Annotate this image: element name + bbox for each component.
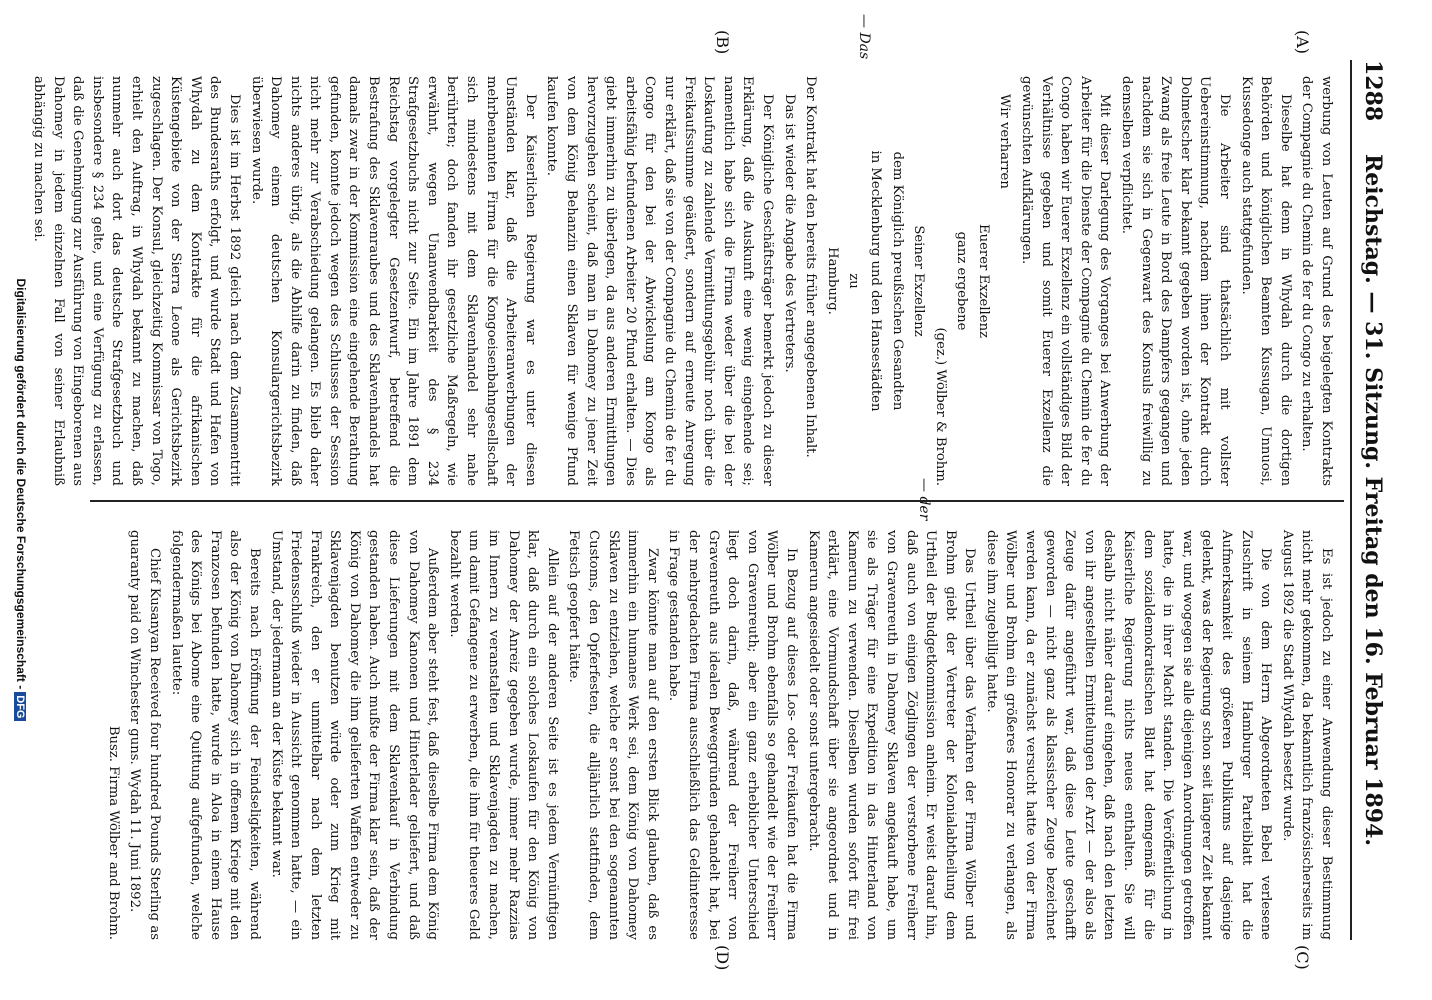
margin-letter-b: (B) [713, 30, 732, 55]
paragraph: dem Königlich preußischen Gesandten [889, 151, 905, 411]
paragraph: Hamburg. [824, 247, 840, 315]
digitization-footer [14, 0, 28, 1000]
paragraph: werbung von Leuten auf Grund des beigelegten Kontrakts der Compagnie du Chemin de fer du Congo zu erhalten. [1299, 76, 1334, 486]
paragraph: Wir verharren [997, 94, 1013, 189]
paragraph: Das Urtheil über das Verfahren der Firma Wölber und Brohm giebt der Vertreter der Kolonialabtheilung dem Urtheil der Budgetkommission anheim. Er weist darauf hin, daß auch von einigen Zöglingen der verstorbene Freiherr von Gravenreuth in Dahomey Sklaven angekauft habe, um sie als Träger für eine Expedition in das Hinterland von Kamerun zu verwenden. Dieselben wurden sofort für frei erklärt, eine Vormundschaft über sie angeordnet und in Kamerun angesiedelt oder sonst untergebracht. [805, 530, 978, 940]
paragraph: Seiner Exzellenz [911, 225, 927, 337]
paragraph: Euerer Exzellenz [975, 223, 991, 339]
margin-letter-d: (D) [713, 945, 732, 971]
paragraph: Der Kontrakt hat den bereits früher angegebenen Inhalt. [803, 76, 819, 458]
dfg-badge: DFG [14, 692, 26, 721]
footer-text: Digitalisierung gefördert durch die Deutsche Forschungsgemeinschaft - [14, 278, 28, 690]
paragraph: Es ist jedoch zu einer Anwendung dieser Bestimmung nicht mehr gekommen, da bekanntlich französischerseits im August 1892 die Stadt Whydah besetzt wurde. [1279, 530, 1334, 940]
paragraph: Die von dem Herrn Abgeordneten Bebel verlesene Zuschrift in seinem Hamburger Parteiblatt hat die Aufmerksamkeit des größeren Publikums auf dasjenige gelenkt, was der Regierung schon seit längerer Zeit bekannt war, und wogegen sie alle diejenigen Anordnungen getroffen hatte, die in ihrer Macht standen. Die Veröffentlichung in dem sozialdemokratischen Blatt hat demgemäß für die Kaiserliche Regierung nichts neues enthalten. Sie will deshalb nicht näher darauf eingehen, daß nach den letzten von ihr angestellten Ermittelungen der Arzt — der also als Zeuge dafür angeführt war, daß diese Leute geschafft geworden — nicht ganz als klassischer Zeuge bezeichnet werden kann, da er zunächst versucht hatte von der Firma Wölber und Brohm ein größeres Honorar zu verlangen, als diese ihm zugebilligt hatte. [983, 530, 1274, 940]
paragraph: In Bezug auf dieses Los- oder Freikaufen hat die Firma Wölber und Brohm ebenfalls so gehandelt wie der Freiherr von Gravenreuth; aber ein ganz erheblicher Unterschied liegt doch darin, daß, während der Freiherr von Gravenreuth aus idealen Beweggründen gehandelt hat, bei der mehrgedachten Firma ausschließlich das Geldinteresse in Frage gestanden habe. [666, 530, 799, 940]
right-column [101, 530, 1336, 940]
margin-letter-a: (A) [1293, 30, 1312, 55]
paragraph: Außerdem aber steht fest, daß dieselbe Firma dem König von Dahomey Kanonen und Hinterlader geliefert, und daß diese Lieferungen mit dem Sklavenkauf in Verbindung gestanden haben. Auch mußte der Firma klar sein, daß der König von Dahomey die ihm gelieferten Waffen entweder zu Sklavenjagden benutzen würde oder zum Krieg mit Frankreich, den er unmittelbar nach dem letzten Friedensschluß wieder in Aussicht genommen hatte, — ein Umstand, der jedermann an der Küste bekannt war. [268, 530, 441, 940]
paragraph: Allein auf der anderen Seite ist es jedem Vernünftigen klar, daß durch ein solches Loskaufen für den König von Dahomey der Anreiz gegeben wurde, immer mehr Razzias im Innern zu veranstalten und Sklavenjagden zu machen, um damit Gefangene zu erwerben, die ihm für theueres Geld bezahlt werden. [446, 530, 560, 940]
margin-label-das: — Das [856, 14, 872, 60]
paragraph: Der Kaiserlichen Regierung war es unter diesen Umständen klar, daß die Arbeiteranwerbungen der mehrbenannten Firma für die Kongoeisenbahngesellschaft sich mindestens mit dem Sklavenhandel sehr nahe berührten; doch fanden ihr gesetzliche Maßregeln, wie erwähnt, wegen Unanwendbarkeit des § 234 Strafgesetzbuchs nicht zur Seite. Ein im Jahre 1891 dem Reichstag vorgelegter Gesetzentwurf, betreffend die Bestrafung des Sklavenraubes und des Sklavenhandels hat damals zwar in der Kommission eine eingehende Berathung gefunden, konnte jedoch wegen des Schlusses der Session nicht mehr zur Verabschiedung gelangen. Es blieb daher nichts anderes übrig, als die Abhilfe darin zu finden, daß Dahomey einem deutschen Konsulargerichtsbezirk überwiesen wurde. [248, 76, 538, 486]
paragraph: Chief Kusanyan Received four hundred Pounds Sterling as guaranty paid on Winchester guns. Wydah 11. Juni 1892. [127, 530, 162, 940]
paragraph: Dies ist im Herbst 1892 gleich nach dem Zusammentritt des Bundesraths erfolgt, und wurde Stadt und Hafen von Whydah zu dem Kontrakte für die afrikanischen Küstengebiete von der Sierra Leone als Gerichtsbezirk zugeschlagen. Der Konsul, gleichzeitig Kommissar von Togo, erhielt den Auftrag, in Whydah bekannt zu machen, daß nunmehr auch dort das deutsche Strafgesetzbuch und insbesondere § 234 gelte, und eine Verfügung zu erlassen, daß die Genehmigung zur Ausführung von Eingeborenen aus Dahomey in jedem einzelnen Fall von seiner Erlaubniß abhängig zu machen sei. [31, 76, 242, 486]
paragraph: ganz ergebene [954, 231, 970, 331]
page-header [1350, 60, 1392, 940]
paragraph: Mit dieser Darlegung des Vorganges bei Anwerbung der Arbeiter für die Dienste der Compagnie du Chemin de fer du Congo haben wir Euerer Exzellenz ein vollständiges Bild der Verhältnisse gegeben und somit Euerer Exzellenz die gewünschten Aufklärungen. [1019, 76, 1113, 486]
paragraph: Das ist wieder die Angabe des Vertreters. [781, 94, 797, 373]
left-column [26, 76, 1336, 486]
page-number: 1288 [1360, 60, 1386, 122]
paragraph: in Mecklenburg und den Hansestädten [867, 150, 883, 412]
paragraph: Der Königliche Geschäftsträger bemerkt jedoch zu dieser Erklärung, daß die Auskunft eine wenig eingehende sei; namentlich habe sich die Firma weder über die bei der Loskaufung zu zahlende Vermittlungsgebühr noch über die Freikaufssumme geäußert, sondern auf erneute Anregung nur erklärt, daß sie von der Compagnie du Chemin de fer du Congo für den bei der Abwickelung am Kongo als arbeitsfähig befundenen Arbeiter 20 Pfund erhalten. — Dies giebt immerhin zu überlegen, da aus anderen Ermittlungen hervorzugehen scheint, daß man in Dahomey zu jener Zeit von dem König Behanzin einen Sklaven für wenige Pfund kaufen konnte. [544, 76, 775, 486]
paragraph: Dieselbe hat denn in Whydah durch die dortigen Behörden und königlichen Beamten Kussugan, Unnuosi, Kussedonge auch stattgefunden. [1238, 76, 1293, 486]
paragraph: Bereits nach Eröffnung der Feindseligkeiten, während also der König von Dahomey sich in offenem Kriege mit den Franzosen befunden hatte, wurde in Aloa in einem Hause des Königs bei Abome eine Quittung aufgefunden, welche folgendermaßen lautete: [168, 530, 262, 940]
paragraph: Zwar könnte man auf den ersten Blick glauben, daß es immerhin ein humanes Werk sei, dem König von Dahomey Sklaven zu entziehen, welche er sonst bei den sogenannten Customs, den Opferfesten, die alljährlich stattfinden, dem Fetisch geopfert hätte. [566, 530, 660, 940]
paragraph: Busz. Firma Wölber and Brohm. [105, 725, 121, 940]
paragraph: zu [846, 273, 862, 289]
paragraph: Die Arbeiter sind thatsächlich mit vollster Uebereinstimmung, nachdem ihnen der Kontrakt durch Dolmetscher klar bekannt gegeben worden ist, ohne jeden Zwang als freie Leute in Bord des Dampfers gegangen und nachdem sie sich in Gegenwart des Konsuls freiwillig zu demselben verpflichtet. [1119, 76, 1233, 486]
page-title: Reichstag. — 31. Sitzung. Freitag den 16. Februar 1894. [1360, 153, 1386, 847]
paragraph: (gez.) Wölber & Brohm. [932, 327, 948, 486]
margin-letter-c: (C) [1293, 945, 1312, 970]
column-divider [90, 500, 1344, 502]
